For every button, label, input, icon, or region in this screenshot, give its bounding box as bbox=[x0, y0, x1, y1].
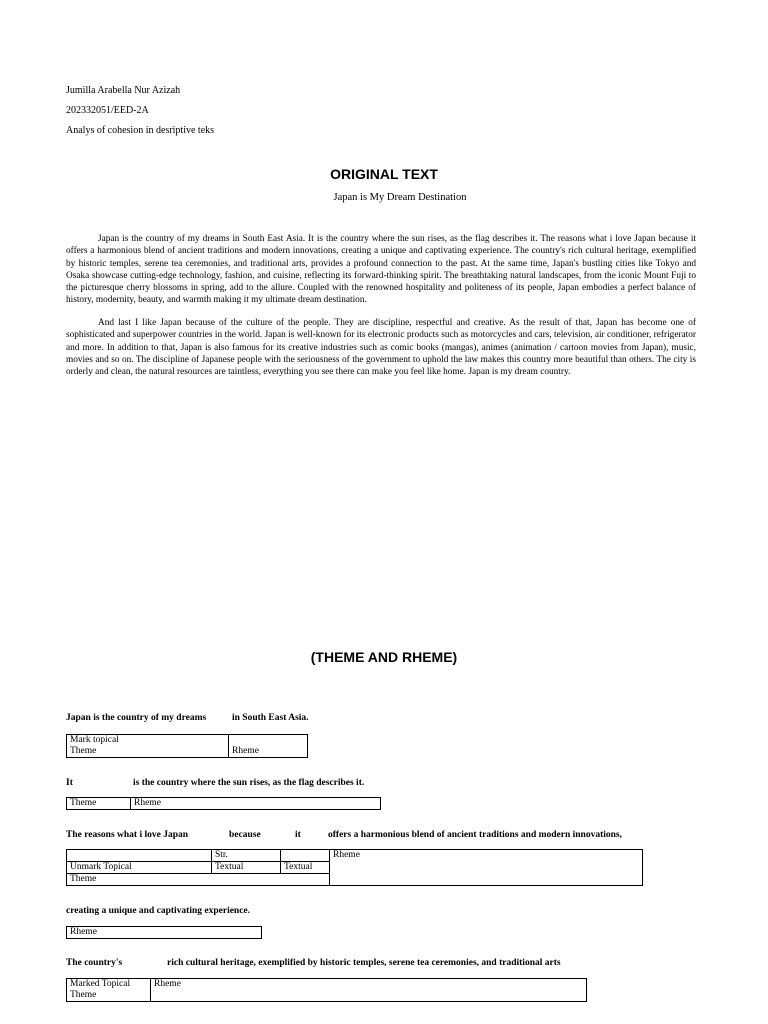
student-id: 202332051/EED-2A bbox=[66, 105, 149, 116]
cell-mark-topical: Mark topical bbox=[67, 735, 229, 747]
sentence-2-rheme-text: is the country where the sun rises, as the flag describes it. bbox=[133, 778, 365, 788]
sentence-2-theme-text: It bbox=[66, 778, 73, 788]
assignment-title: Analys of cohesion in desriptive teks bbox=[66, 125, 215, 136]
paragraph-1: Japan is the country of my dreams in South East Asia. It is the country where the sun rises, as the flag describes it. The reasons what i love Japan because it offers a harmonious blend of ancient traditions and modern innovations, creating a unique and captivating experience. The country's rich cultural heritage, exemplified by historic temples, serene tea ceremonies, and traditional arts, provides a profound connection to the past. At the same time, Japan's bustling cities like Tokyo and Osaka showcase cutting-edge technology, fashion, and cuisine, reflecting its forward-thinking spirit. The breathtaking natural landscapes, from the iconic Mount Fuji to the picturesque cherry blossoms in spring, add to the allure. Coupled with the renowned hospitality and politeness of its people, Japan embodies a perfect balance of history, modernity, beauty, and warmth making it my ultimate dream destination. bbox=[66, 234, 696, 306]
cell-marked-topical: Marked Topical bbox=[67, 979, 151, 991]
paragraph-2: And last I like Japan because of the culture of the people. They are discipline, respectful and creative. As the result of that, Japan has become one of sophisticated and superpower countries in the world. Japan is well-known for its electronic products such as motorcycles and cars, television, air conditioner, refrigerator and more. In addition to that, Japan is also famous for its creative industries such as comic books (mangas), animes (animation / cartoon movies from Japan), music, movies and so on. The discipline of Japanese people with the seriousness of the government to uphold the law makes this country more beautiful than others. The city is orderly and clean, the natural resources are taintless, everything you see there can make you feel like home. Japan is my dream country. bbox=[66, 318, 696, 378]
sentence-1-rheme-text: in South East Asia. bbox=[232, 713, 309, 723]
sentence-3-topical-text: The reasons what i love Japan bbox=[66, 830, 189, 840]
sentence-4-analysis-table bbox=[66, 926, 262, 939]
sentence-3-textual-text-1: because bbox=[229, 830, 261, 840]
cell-textual: Textual bbox=[281, 862, 330, 874]
cell-empty bbox=[229, 735, 308, 747]
cell-empty bbox=[281, 850, 330, 862]
cell-rheme: Rheme bbox=[330, 850, 643, 886]
cell-rheme: Rheme bbox=[229, 746, 308, 758]
cell-textual: Textual bbox=[212, 862, 281, 874]
cell-theme: Theme bbox=[67, 746, 229, 758]
original-text-heading: ORIGINAL TEXT bbox=[330, 166, 438, 182]
sentence-5-rheme-text: rich cultural heritage, exemplified by historic temples, serene tea ceremonies, and traditional arts bbox=[167, 958, 561, 968]
sentence-4-rheme-text: creating a unique and captivating experience. bbox=[66, 906, 251, 916]
essay-title: Japan is My Dream Destination bbox=[333, 192, 467, 203]
sentence-3-textual-text-2: it bbox=[295, 830, 301, 840]
cell-theme: Theme bbox=[67, 874, 330, 886]
sentence-1-analysis-table bbox=[66, 734, 308, 758]
sentence-5-theme-text: The country's bbox=[66, 958, 123, 968]
cell-str: Str. bbox=[212, 850, 281, 862]
author-name: Jumilla Arabella Nur Azizah bbox=[66, 85, 181, 96]
cell-rheme: Rheme bbox=[131, 798, 381, 810]
sentence-3-analysis-table bbox=[66, 849, 643, 886]
cell-rheme: Rheme bbox=[67, 927, 262, 939]
sentence-2-analysis-table bbox=[66, 797, 381, 810]
cell-theme: Theme bbox=[67, 990, 151, 1002]
cell-unmark-topical: Unmark Topical bbox=[67, 862, 212, 874]
sentence-5-analysis-table bbox=[66, 978, 587, 1002]
theme-rheme-heading: (THEME AND RHEME) bbox=[310, 649, 458, 665]
sentence-3-rheme-text: offers a harmonious blend of ancient traditions and modern innovations, bbox=[328, 830, 623, 840]
cell-theme: Theme bbox=[67, 798, 131, 810]
cell-empty bbox=[67, 850, 212, 862]
sentence-1-theme-text: Japan is the country of my dreams bbox=[66, 713, 207, 723]
cell-rheme: Rheme bbox=[151, 979, 587, 1002]
